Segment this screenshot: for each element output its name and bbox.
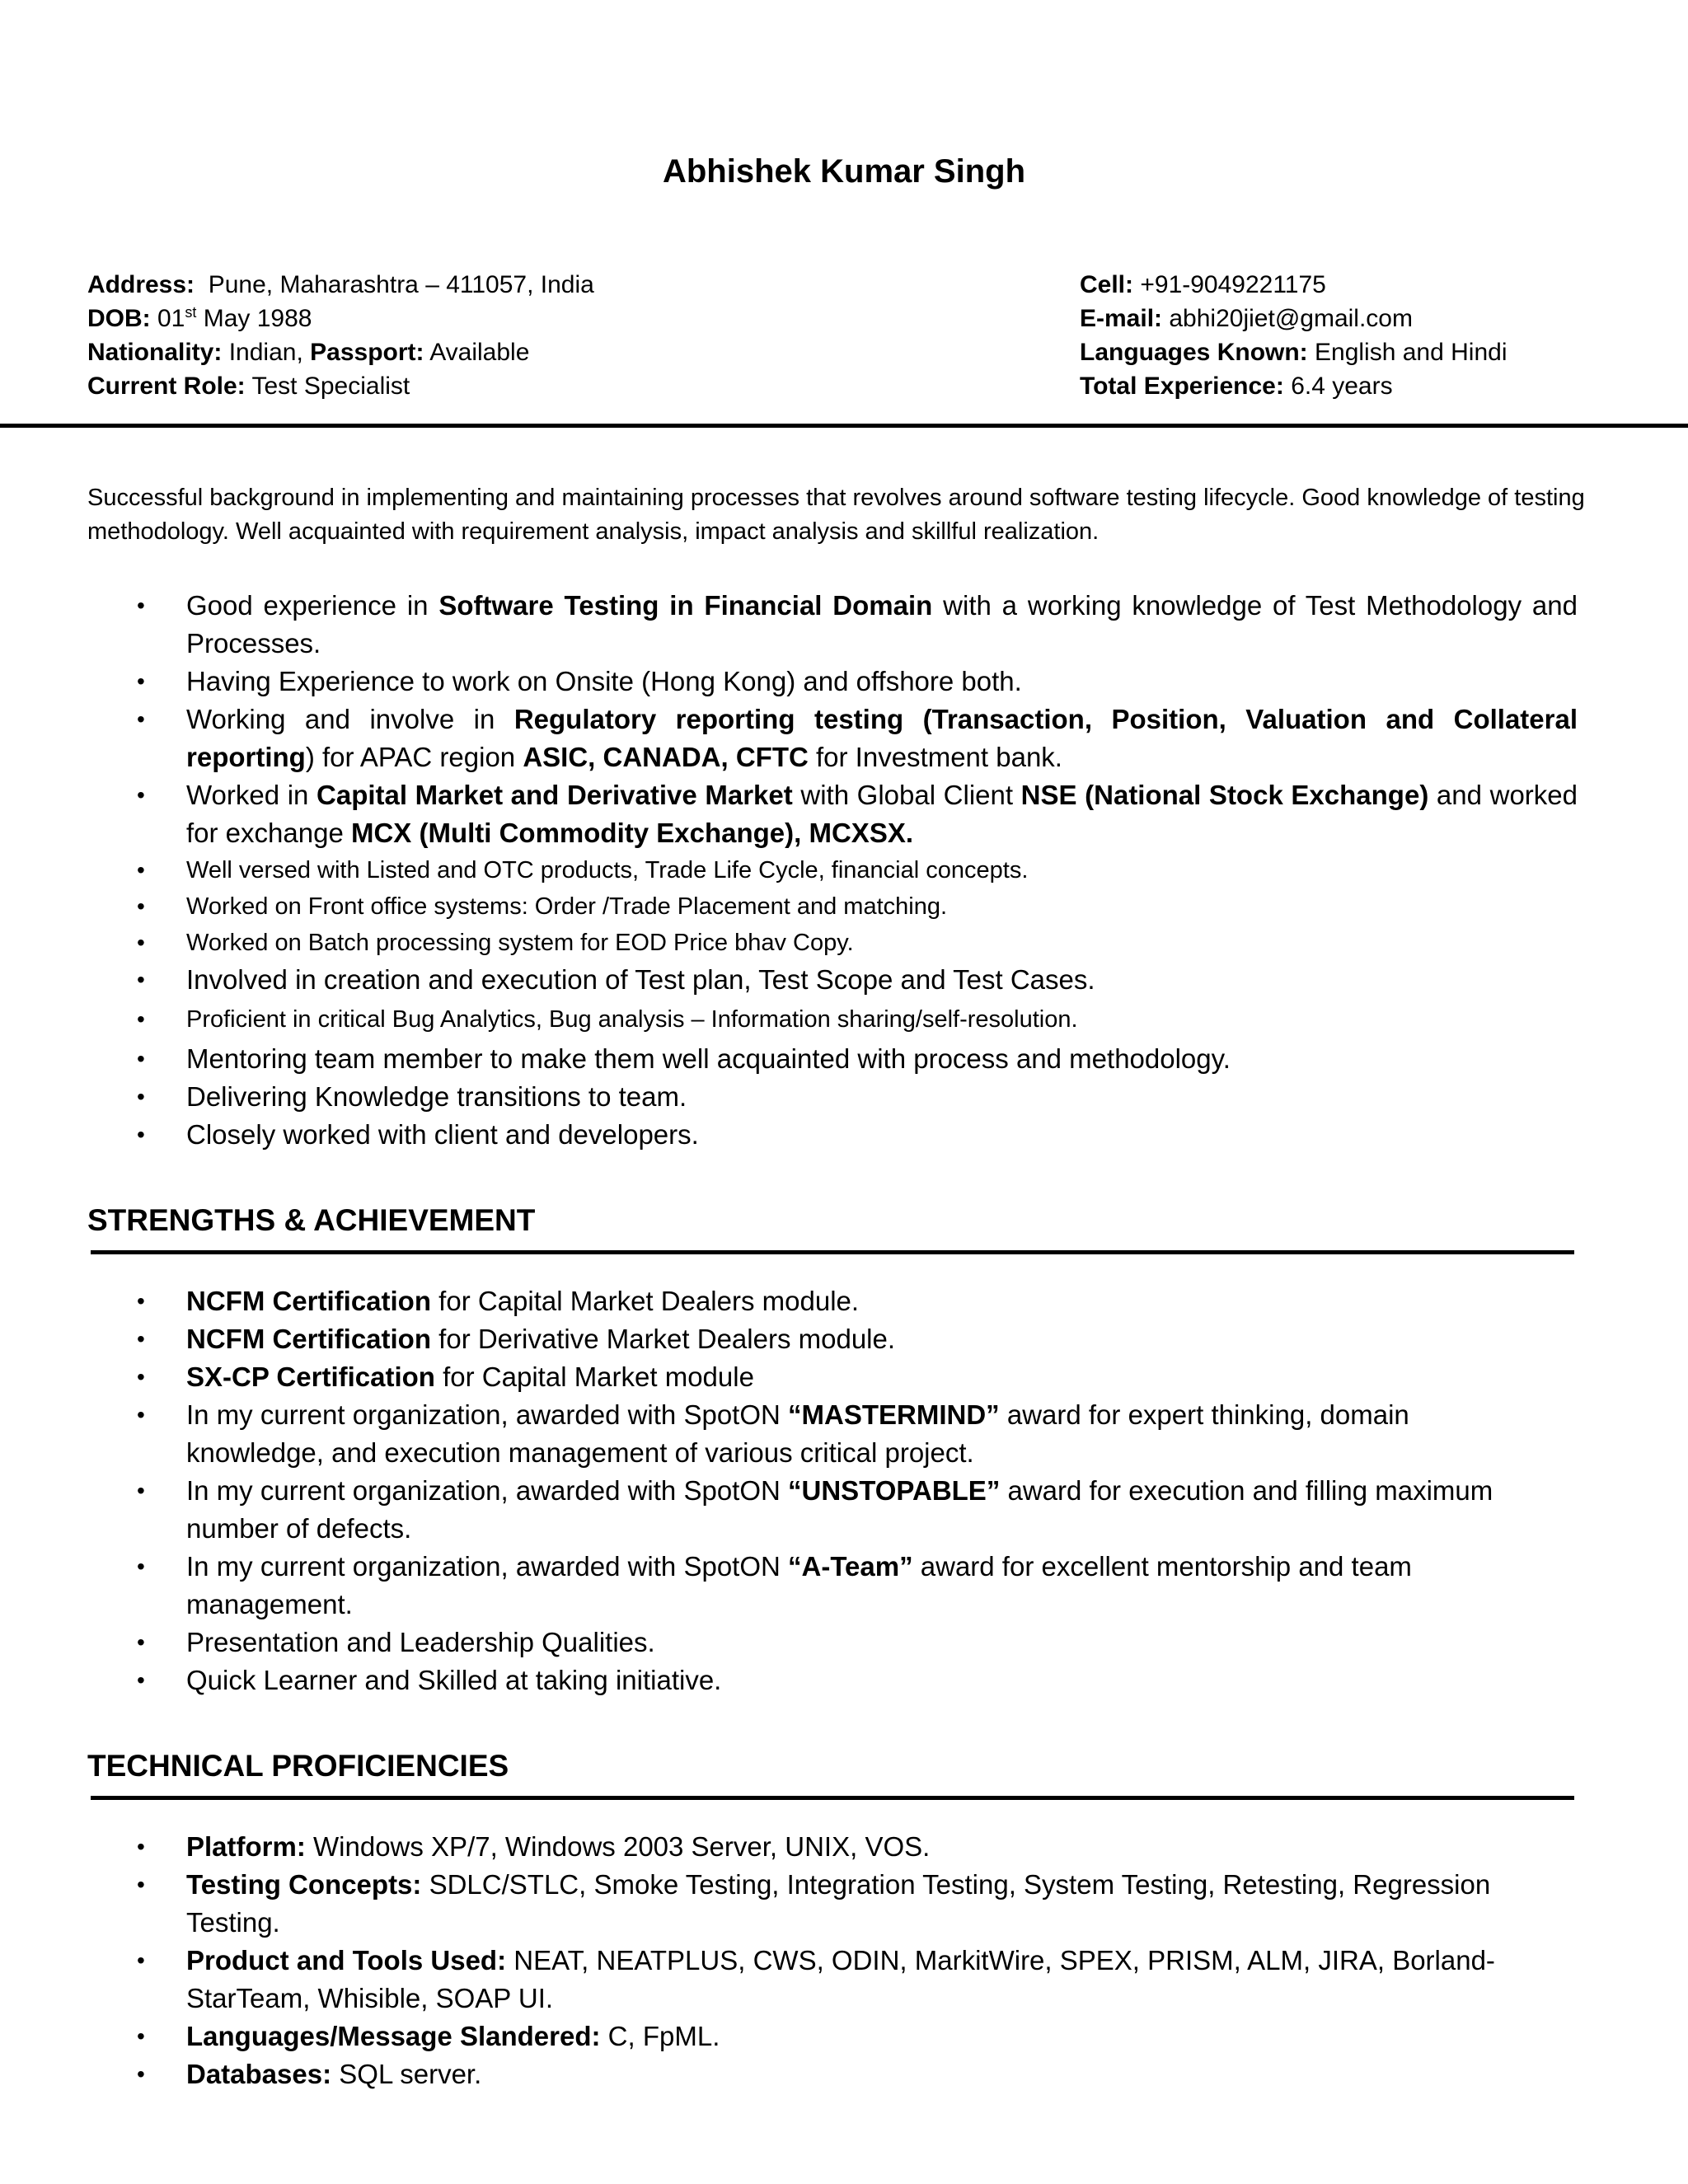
list-item: • Proficient in critical Bug Analytics, Bug analysis – Information sharing/self-resolution. [87, 999, 1578, 1040]
bullet-icon: • [137, 1084, 145, 1109]
experience-row: Total Experience: 6.4 years [1080, 373, 1393, 400]
bullet-icon: • [137, 593, 145, 618]
strengths-list [87, 1282, 1578, 1699]
bullet-icon: • [137, 1364, 145, 1390]
bullet-icon: • [137, 1402, 145, 1427]
experience-list [87, 587, 1578, 1154]
list-item: • Good experience in Software Testing in Financial Domain with a working knowledge of Test Methodology and Processes. [87, 587, 1578, 663]
contact-left [87, 268, 594, 403]
list-item: • Having Experience to work on Onsite (Hong Kong) and offshore both. [87, 663, 1578, 701]
list-item: • NCFM Certification for Capital Market Dealers module. [87, 1282, 1578, 1320]
address-row: Address: Pune, Maharashtra – 411057, India [87, 271, 594, 298]
list-item: • Testing Concepts: SDLC/STLC, Smoke Testing, Integration Testing, System Testing, Retesting, Regression Testing. [87, 1866, 1578, 1942]
current-role-row: Current Role: Test Specialist [87, 373, 410, 400]
list-item: • Closely worked with client and developers. [87, 1116, 1578, 1154]
bullet-icon: • [137, 2023, 145, 2049]
contact-right [1080, 268, 1507, 403]
bullet-icon: • [137, 2061, 145, 2087]
bullet-icon: • [137, 1006, 145, 1032]
section-heading-strengths: STRENGTHS & ACHIEVEMENT [87, 1203, 536, 1237]
bullet-icon: • [137, 668, 145, 694]
bullet-icon: • [137, 930, 145, 955]
bullet-icon: • [137, 893, 145, 919]
list-item: • NCFM Certification for Derivative Market Dealers module. [87, 1320, 1578, 1358]
list-item: • Delivering Knowledge transitions to team. [87, 1078, 1578, 1116]
list-item: • In my current organization, awarded with SpotON “MASTERMIND” award for expert thinking, domain knowledge, and execution management of various critical project. [87, 1396, 1578, 1472]
bullet-icon: • [137, 782, 145, 808]
header-divider [0, 424, 1688, 428]
bullet-icon: • [137, 1554, 145, 1579]
resume-name: Abhishek Kumar Singh [662, 153, 1026, 190]
list-item: • Languages/Message Slandered: C, FpML. [87, 2018, 1578, 2055]
bullet-icon: • [137, 967, 145, 992]
bullet-icon: • [137, 1834, 145, 1859]
cell-row: Cell: +91-9049221175 [1080, 271, 1326, 298]
technical-list [87, 1828, 1578, 2093]
bullet-icon: • [137, 1667, 145, 1693]
nationality-row: Nationality: Indian, Passport: Available [87, 339, 530, 366]
section-divider [91, 1250, 1574, 1254]
address-value: Pune, Maharashtra – 411057, India [208, 271, 594, 298]
list-item: • Involved in creation and execution of Test plan, Test Scope and Test Cases. [87, 961, 1578, 999]
list-item: • In my current organization, awarded with SpotON “A-Team” award for excellent mentorship and team management. [87, 1548, 1578, 1624]
list-item: • Databases: SQL server. [87, 2055, 1578, 2093]
bullet-icon: • [137, 1288, 145, 1314]
list-item: • Well versed with Listed and OTC products, Trade Life Cycle, financial concepts. [87, 852, 1578, 888]
bullet-icon: • [137, 1629, 145, 1655]
list-item: • Worked on Front office systems: Order /Trade Placement and matching. [87, 888, 1578, 925]
bullet-icon: • [137, 1947, 145, 1973]
list-item: • SX-CP Certification for Capital Market module [87, 1358, 1578, 1396]
list-item: • Worked on Batch processing system for EOD Price bhav Copy. [87, 925, 1578, 961]
list-item: • Working and involve in Regulatory reporting testing (Transaction, Position, Valuation and Collateral reporting) for APAC region ASIC, CANADA, CFTC for Investment bank. [87, 701, 1578, 776]
bullet-icon: • [137, 1326, 145, 1352]
list-item: • Platform: Windows XP/7, Windows 2003 Server, UNIX, VOS. [87, 1828, 1578, 1866]
bullet-icon: • [137, 1046, 145, 1071]
bullet-icon: • [137, 706, 145, 732]
dob-row: DOB: 01st May 1988 [87, 304, 312, 332]
list-item: • Presentation and Leadership Qualities. [87, 1624, 1578, 1661]
email-row: E-mail: abhi20jiet@gmail.com [1080, 305, 1413, 332]
list-item: • Mentoring team member to make them well acquainted with process and methodology. [87, 1040, 1578, 1078]
profile-summary: Successful background in implementing and maintaining processes that revolves around software testing lifecycle. Good knowledge of testing methodology. Well acquainted with requirement analysis, impact analysis and skillful realization. [87, 485, 1585, 545]
section-heading-technical: TECHNICAL PROFICIENCIES [87, 1749, 509, 1783]
bullet-icon: • [137, 1478, 145, 1503]
bullet-icon: • [137, 1122, 145, 1147]
section-divider [91, 1796, 1574, 1800]
list-item: • Product and Tools Used: NEAT, NEATPLUS, CWS, ODIN, MarkitWire, SPEX, PRISM, ALM, JIRA, Borland-StarTeam, Whisible, SOAP UI. [87, 1942, 1578, 2018]
list-item: • In my current organization, awarded with SpotON “UNSTOPABLE” award for execution and filling maximum number of defects. [87, 1472, 1578, 1548]
bullet-icon: • [137, 857, 145, 883]
languages-row: Languages Known: English and Hindi [1080, 339, 1507, 366]
bullet-icon: • [137, 1872, 145, 1897]
list-item: • Worked in Capital Market and Derivative Market with Global Client NSE (National Stock Exchange) and worked for exchange MCX (Multi Commodity Exchange), MCXSX. [87, 776, 1578, 852]
list-item: • Quick Learner and Skilled at taking initiative. [87, 1661, 1578, 1699]
email-value: abhi20jiet@gmail.com [1169, 305, 1413, 332]
